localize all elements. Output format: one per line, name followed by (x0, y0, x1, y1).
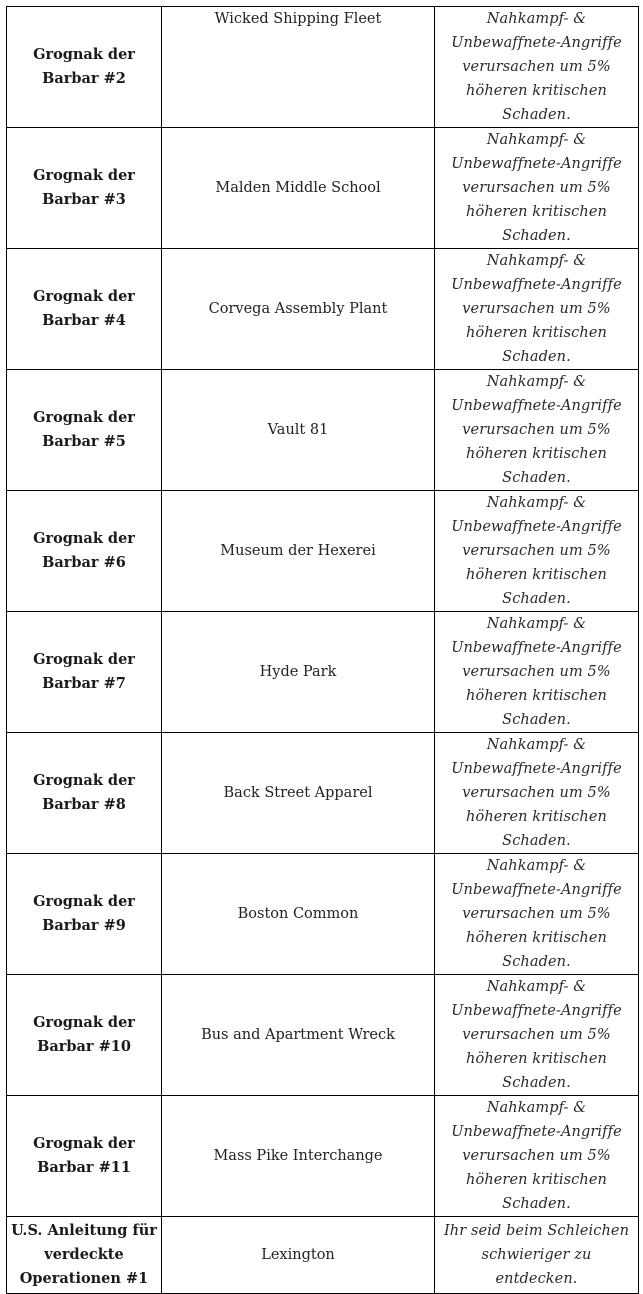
magazine-effect: Nahkampf- & Unbewaffnete-Angriffe verursachen um 5% höheren kritischen Schaden. (435, 491, 638, 611)
magazine-effect: Ihr seid beim Schleichen schwieriger zu entdecken. (435, 1217, 638, 1293)
magazine-location: Corvega Assembly Plant (162, 249, 434, 369)
magazine-name: Grognak der Barbar #9 (7, 854, 161, 974)
magazine-location: Lexington (162, 1217, 434, 1293)
magazine-name: Grognak der Barbar #8 (7, 733, 161, 853)
table-row (7, 854, 638, 974)
magazine-location: Bus and Apartment Wreck (162, 975, 434, 1095)
table-row (7, 612, 638, 732)
magazine-location: Hyde Park (162, 612, 434, 732)
magazine-table (6, 6, 639, 1294)
magazine-location: Wicked Shipping Fleet (162, 7, 434, 127)
magazine-effect: Nahkampf- & Unbewaffnete-Angriffe verursachen um 5% höheren kritischen Schaden. (435, 249, 638, 369)
table-row (7, 7, 638, 127)
magazine-name: Grognak der Barbar #10 (7, 975, 161, 1095)
magazine-effect: Nahkampf- & Unbewaffnete-Angriffe verursachen um 5% höheren kritischen Schaden. (435, 612, 638, 732)
magazine-effect: Nahkampf- & Unbewaffnete-Angriffe verursachen um 5% höheren kritischen Schaden. (435, 370, 638, 490)
magazine-name: Grognak der Barbar #2 (7, 7, 161, 127)
magazine-effect: Nahkampf- & Unbewaffnete-Angriffe verursachen um 5% höheren kritischen Schaden. (435, 1096, 638, 1216)
magazine-name: Grognak der Barbar #6 (7, 491, 161, 611)
magazine-name: U.S. Anleitung für verdeckte Operationen #1 (7, 1217, 161, 1293)
table-row (7, 128, 638, 248)
magazine-name: Grognak der Barbar #7 (7, 612, 161, 732)
table-row (7, 491, 638, 611)
magazine-effect: Nahkampf- & Unbewaffnete-Angriffe verursachen um 5% höheren kritischen Schaden. (435, 975, 638, 1095)
magazine-location: Vault 81 (162, 370, 434, 490)
table-row (7, 1096, 638, 1216)
magazine-effect: Nahkampf- & Unbewaffnete-Angriffe verursachen um 5% höheren kritischen Schaden. (435, 7, 638, 127)
magazine-name: Grognak der Barbar #11 (7, 1096, 161, 1216)
table-row (7, 733, 638, 853)
magazine-name: Grognak der Barbar #4 (7, 249, 161, 369)
table-row (7, 975, 638, 1095)
magazine-location: Museum der Hexerei (162, 491, 434, 611)
magazine-effect: Nahkampf- & Unbewaffnete-Angriffe verursachen um 5% höheren kritischen Schaden. (435, 733, 638, 853)
table-row (7, 249, 638, 369)
magazine-location: Malden Middle School (162, 128, 434, 248)
magazine-name: Grognak der Barbar #5 (7, 370, 161, 490)
magazine-location: Back Street Apparel (162, 733, 434, 853)
table-row (7, 1217, 638, 1293)
magazine-location: Mass Pike Interchange (162, 1096, 434, 1216)
magazine-effect: Nahkampf- & Unbewaffnete-Angriffe verursachen um 5% höheren kritischen Schaden. (435, 854, 638, 974)
magazine-name: Grognak der Barbar #3 (7, 128, 161, 248)
magazine-location: Boston Common (162, 854, 434, 974)
magazine-effect: Nahkampf- & Unbewaffnete-Angriffe verursachen um 5% höheren kritischen Schaden. (435, 128, 638, 248)
table-row (7, 370, 638, 490)
